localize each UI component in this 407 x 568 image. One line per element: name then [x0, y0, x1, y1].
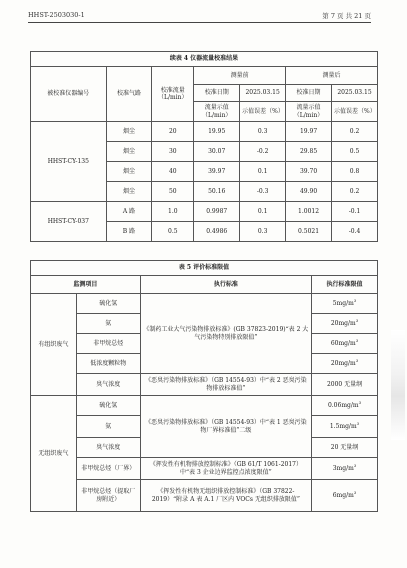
- flow-display-label: 流量示值（L/min）: [286, 102, 332, 122]
- before-flow-cell: 0.4986: [194, 222, 240, 242]
- table-row: [31, 294, 378, 314]
- table-header-row: [31, 67, 378, 85]
- item-name: 低浓度颗粒物: [76, 354, 140, 374]
- table-row: [31, 480, 378, 512]
- limit-unit-exp: 3: [353, 462, 357, 468]
- limit-cell: [312, 294, 378, 314]
- limit-value: 1.5mg/m: [329, 422, 357, 430]
- after-flow-cell: 49.90: [286, 182, 332, 202]
- limit-cell: [312, 396, 378, 416]
- item-name: 非甲烷总烃（提取厂房附近）: [76, 480, 140, 512]
- limit-value: 20mg/m: [330, 319, 356, 327]
- flow-cell: 20: [152, 122, 194, 142]
- item-name: 氨: [76, 416, 140, 438]
- path-cell: 烟尘: [106, 162, 152, 182]
- item-name: 非甲烷总烃: [76, 334, 140, 354]
- col-standard: 执行标准: [140, 276, 311, 294]
- col-after: 测量后: [286, 67, 378, 85]
- limit-cell: [312, 458, 378, 480]
- item-name: 臭气浓度: [76, 438, 140, 458]
- before-err-cell: 0.3: [240, 122, 286, 142]
- flow-cell: 50: [152, 182, 194, 202]
- col-flow: 校准流量（L/min）: [152, 67, 194, 122]
- limit-cell: [312, 334, 378, 354]
- after-flow-cell: 39.70: [286, 162, 332, 182]
- col-item: 监测项目: [31, 276, 141, 294]
- limit-unit-exp: 3: [358, 399, 362, 405]
- table-row: [31, 374, 378, 396]
- col-path: 校准气路: [106, 67, 152, 122]
- limit-unit-exp: 3: [355, 357, 359, 363]
- limit-unit-exp: 3: [355, 337, 359, 343]
- limit-value: 60mg/m: [330, 339, 356, 347]
- item-name: 非甲烷总烃（厂界）: [76, 458, 140, 480]
- limit-cell: [312, 480, 378, 512]
- col-before: 测量前: [194, 67, 286, 85]
- organized-gas-label: 有组织废气: [31, 294, 77, 396]
- standard-cell: 《恶臭污染物排放标准》（GB 14554-93）中“表 1 恶臭污染物厂界标准值”二级: [140, 396, 311, 458]
- standard-cell: 《恶臭污染物排放标准》（GB 14554-93）中“表 2 恶臭污染物排放标准值”: [140, 374, 311, 396]
- evaluation-standard-table: [30, 260, 378, 512]
- after-err-cell: -0.4: [332, 222, 378, 242]
- col-instrument: 被校准仪器编号: [31, 67, 107, 122]
- page-edge-shadow: [391, 330, 405, 440]
- table-row: [31, 396, 378, 416]
- date-value: 2025.03.15: [240, 85, 286, 102]
- limit-value: 6mg/m: [332, 491, 354, 499]
- after-flow-cell: 0.5021: [286, 222, 332, 242]
- limit-unit-exp: 3: [353, 297, 357, 303]
- table4-caption: 续表 4 仪器流量校准结果: [31, 52, 378, 67]
- date-label: 校准日期: [194, 85, 240, 102]
- date-value: 2025.03.15: [332, 85, 378, 102]
- before-err-cell: 0.1: [240, 202, 286, 222]
- after-err-cell: -0.1: [332, 202, 378, 222]
- limit-unit-exp: 3: [353, 489, 357, 495]
- standard-cell: 《挥发性有机物无组织排放控制标准》（GB 37822-2019）“附录 A 表 A.1 厂区内 VOCs 无组织排放限值”: [140, 480, 311, 512]
- flow-display-label: 流量示值（L/min）: [194, 102, 240, 122]
- standard-cell: 《挥发性有机物排放控制标准》（GB 61/T 1061-2017）中“表 3 企业边界监控点浓度限值”: [140, 458, 311, 480]
- unorganized-gas-label: 无组织废气: [31, 396, 77, 512]
- path-cell: 烟尘: [106, 142, 152, 162]
- limit-unit-exp: 3: [355, 317, 359, 323]
- flow-cell: 30: [152, 142, 194, 162]
- date-label: 校准日期: [286, 85, 332, 102]
- flow-cell: 1.0: [152, 202, 194, 222]
- limit-cell: [312, 416, 378, 438]
- error-label: 示值误差（%）: [332, 102, 378, 122]
- instrument-id: HHST-CY-037: [31, 202, 107, 242]
- limit-cell: [312, 438, 378, 458]
- limit-cell: [312, 354, 378, 374]
- limit-value: 2000 无量纲: [326, 380, 363, 388]
- table-row: [31, 458, 378, 480]
- path-cell: 烟尘: [106, 122, 152, 142]
- limit-value: 3mg/m: [332, 464, 354, 472]
- col-limit: 执行标准限值: [312, 276, 378, 294]
- table-caption-row: [31, 52, 378, 67]
- error-label: 示值误差（%）: [240, 102, 286, 122]
- limit-cell: [312, 314, 378, 334]
- before-flow-cell: 39.97: [194, 162, 240, 182]
- page-number: 第 7 页 共 21 页: [322, 12, 371, 20]
- after-err-cell: 0.2: [332, 182, 378, 202]
- flow-cell: 40: [152, 162, 194, 182]
- after-err-cell: 0.5: [332, 142, 378, 162]
- before-flow-cell: 50.16: [194, 182, 240, 202]
- after-err-cell: 0.2: [332, 122, 378, 142]
- after-flow-cell: 1.0012: [286, 202, 332, 222]
- doc-id: HHST-2503030-1: [28, 11, 85, 19]
- after-err-cell: 0.8: [332, 162, 378, 182]
- item-name: 氨: [76, 314, 140, 334]
- limit-value: 20 无量纲: [330, 443, 359, 451]
- path-cell: 烟尘: [106, 182, 152, 202]
- before-flow-cell: 0.9987: [194, 202, 240, 222]
- table-header-row: [31, 276, 378, 294]
- before-flow-cell: 19.95: [194, 122, 240, 142]
- flow-calibration-table: [30, 51, 378, 242]
- after-flow-cell: 19.97: [286, 122, 332, 142]
- limit-value: 5mg/m: [332, 299, 354, 307]
- table5-caption: 表 5 评价标准限值: [31, 261, 378, 276]
- before-flow-cell: 30.07: [194, 142, 240, 162]
- item-name: 硫化氢: [76, 294, 140, 314]
- standard-cell: 《制药工业大气污染物排放标准》(GB 37823-2019)“表 2 大气污染物特别排放限值”: [140, 294, 311, 374]
- before-err-cell: -0.3: [240, 182, 286, 202]
- limit-unit-exp: 3: [356, 420, 360, 426]
- item-name: 硫化氢: [76, 396, 140, 416]
- limit-cell: [312, 374, 378, 396]
- flow-cell: 0.5: [152, 222, 194, 242]
- table-caption-row: [31, 261, 378, 276]
- table-row: [31, 202, 378, 222]
- limit-value: 20mg/m: [330, 359, 356, 367]
- after-flow-cell: 29.85: [286, 142, 332, 162]
- table-row: [31, 122, 378, 142]
- header-rule: [28, 22, 371, 23]
- item-name: 臭气浓度: [76, 374, 140, 396]
- limit-value: 0.06mg/m: [327, 401, 359, 409]
- before-err-cell: 0.1: [240, 162, 286, 182]
- before-err-cell: 0.3: [240, 222, 286, 242]
- path-cell: B 路: [106, 222, 152, 242]
- before-err-cell: -0.2: [240, 142, 286, 162]
- instrument-id: HHST-CY-135: [31, 122, 107, 202]
- path-cell: A 路: [106, 202, 152, 222]
